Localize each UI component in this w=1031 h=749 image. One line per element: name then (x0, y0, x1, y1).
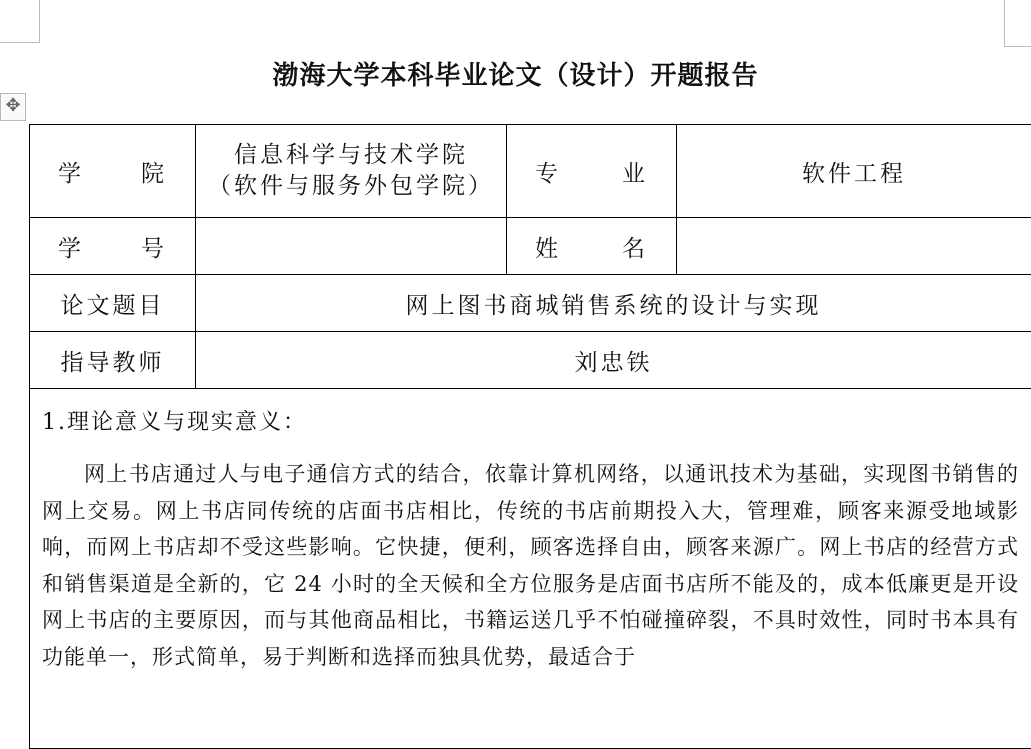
major-label-cell (507, 125, 677, 218)
thesis-title-label: 论文题目 (30, 275, 196, 332)
name-label-char-2: 名 (622, 230, 648, 263)
advisor-label: 指导教师 (30, 332, 196, 389)
section1-heading: 1.理论意义与现实意义： (42, 405, 1019, 436)
college-label-cell (30, 125, 196, 218)
name-value-cell[interactable] (677, 218, 1031, 275)
table-row-advisor (30, 332, 1031, 389)
college-value-line2: （软件与服务外包学院） (196, 171, 506, 202)
section1-cell[interactable] (30, 389, 1031, 749)
page-corner-mark-top-left (0, 0, 40, 43)
major-value-cell[interactable] (677, 125, 1031, 218)
student-id-label-cell (30, 218, 196, 275)
name-label-char-1: 姓 (535, 230, 561, 263)
major-label-char-1: 专 (535, 155, 561, 188)
major-value: 软件工程 (802, 161, 906, 187)
college-value-line1: 信息科学与技术学院 (196, 140, 506, 171)
college-label-char-1: 学 (58, 155, 84, 188)
page-corner-mark-top-right (1004, 0, 1031, 47)
document-title: 渤海大学本科毕业论文（设计）开题报告 (0, 55, 1031, 92)
section1-paragraph: 网上书店通过人与电子通信方式的结合，依靠计算机网络，以通讯技术为基础，实现图书销售的网上交易。网上书店同传统的店面书店相比，传统的书店前期投入大，管理难，顾客来源受地域影响，而网上书店却不受这些影响。它快捷，便利，顾客选择自由，顾客来源广。网上书店的经营方式和销售渠道是全新的，它 24 小时的全天候和全方位服务是店面书店所不能及的，成本低廉更是开设网上书店的主要原因，而与其他商品相比，书籍运送几乎不怕碰撞碎裂，不具时效性，同时书本具有功能单一，形式简单，易于判断和选择而独具优势，最适合于 (42, 456, 1019, 675)
advisor-value[interactable]: 刘忠铁 (196, 332, 1031, 389)
table-row-college (30, 125, 1031, 218)
name-label-cell (507, 218, 677, 275)
college-label-char-2: 院 (141, 155, 167, 188)
table-row-section1 (30, 389, 1031, 749)
student-id-label-char-2: 号 (141, 230, 167, 263)
proposal-form-table (29, 124, 1031, 749)
thesis-title-value[interactable]: 网上图书商城销售系统的设计与实现 (196, 275, 1031, 332)
table-row-student-id (30, 218, 1031, 275)
table-move-handle-icon[interactable]: ✥ (0, 93, 26, 121)
student-id-label-char-1: 学 (58, 230, 84, 263)
table-row-thesis-title (30, 275, 1031, 332)
student-id-value-cell[interactable] (196, 218, 507, 275)
major-label-char-2: 业 (622, 155, 648, 188)
college-value-cell[interactable] (196, 125, 507, 218)
